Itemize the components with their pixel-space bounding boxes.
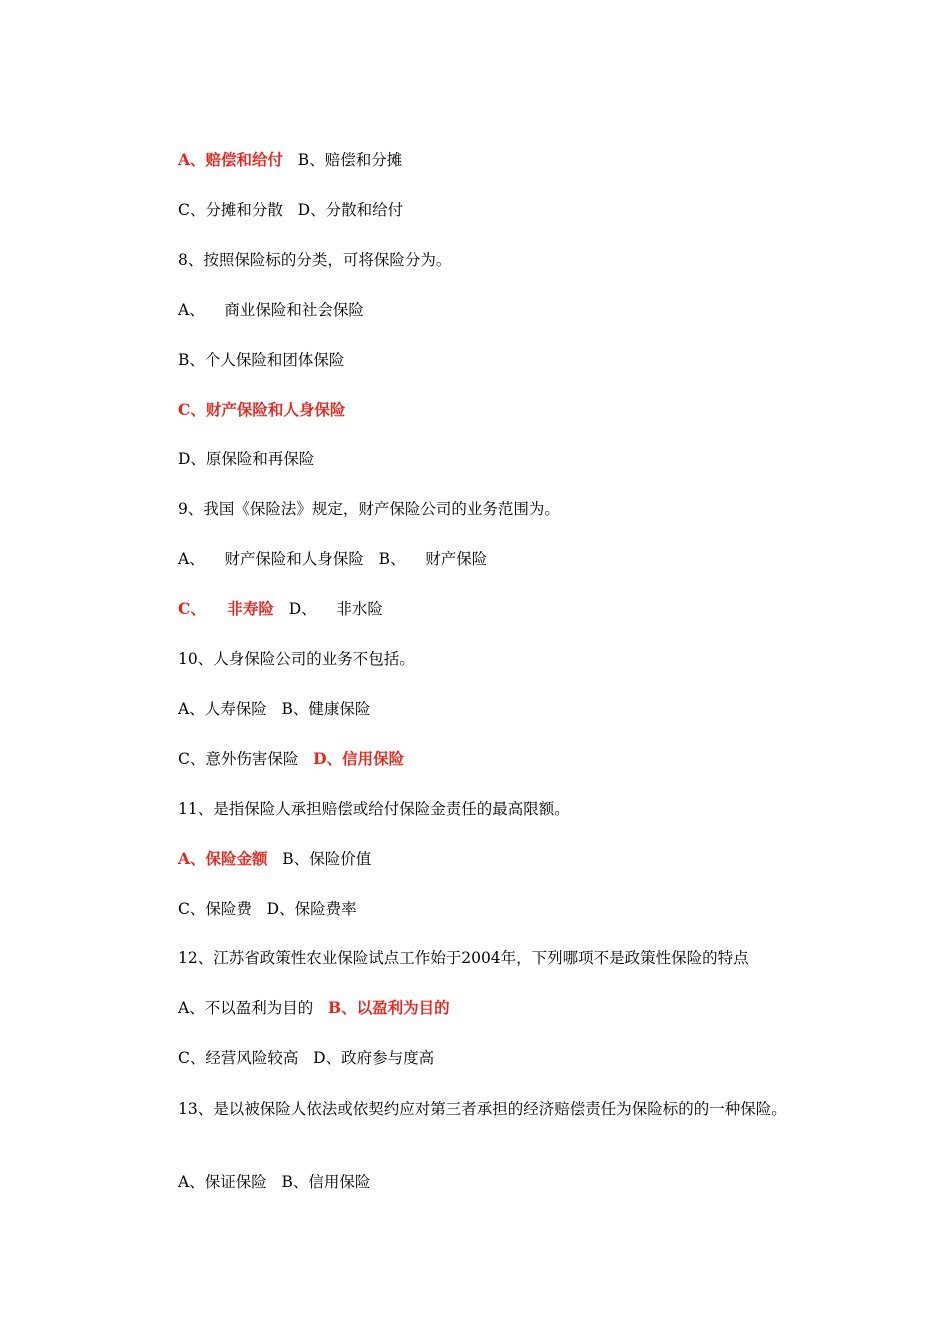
option-text: D、原保险和再保险 — [178, 450, 315, 469]
text-line — [178, 449, 818, 469]
option-text: C、经营风险较高 D、政府参与度高 — [178, 1049, 435, 1068]
option-text: 12、江苏省政策性农业保险试点工作始于2004年，下列哪项不是政策性保险的特点 — [178, 949, 749, 968]
option-text: A、不以盈利为目的 — [178, 999, 328, 1018]
answer-text: A、保险金额 — [178, 848, 268, 868]
option-text: A、 商业保险和社会保险 — [178, 300, 364, 319]
option-text: 10、人身保险公司的业务不包括。 — [178, 650, 415, 668]
text-line — [178, 350, 818, 370]
option-text: 8、按照保险标的分类，可将保险分为。 — [178, 250, 452, 269]
option-text: C、意外伤害保险 — [178, 749, 314, 768]
text-line — [178, 200, 818, 220]
text-line — [178, 899, 818, 919]
answer-text: D、信用保险 — [313, 748, 405, 768]
option-text: C、分摊和分散 D、分散和给付 — [178, 200, 404, 219]
option-text: B、保险价值 — [267, 849, 372, 868]
text-line — [178, 799, 818, 819]
text-line — [178, 998, 818, 1018]
text-line — [178, 300, 818, 320]
text-line — [178, 1048, 818, 1068]
option-text: 11、是指保险人承担赔偿或给付保险金责任的最高限额。 — [178, 799, 570, 818]
question-13-options: A、保证保险 B、信用保险 — [178, 1173, 371, 1191]
text-line — [178, 499, 818, 519]
text-line — [178, 948, 818, 968]
text-line — [178, 150, 818, 170]
text-line — [178, 400, 818, 420]
text-line — [178, 749, 818, 769]
option-text: B、赔偿和分摊 — [283, 151, 403, 169]
option-text: B、个人保险和团体保险 — [178, 350, 345, 369]
option-text: A、 财产保险和人身保险 B、 财产保险 — [178, 550, 488, 569]
option-text: A、人寿保险 B、健康保险 — [178, 699, 371, 718]
text-line — [178, 250, 818, 270]
option-text: D、 非水险 — [273, 600, 383, 619]
answer-text: C、 非寿险 — [178, 599, 274, 619]
text-line — [178, 699, 818, 719]
answer-text: B、以盈利为目的 — [327, 998, 450, 1018]
text-line — [178, 599, 818, 619]
text-line — [178, 849, 818, 869]
question-13: 13、是以被保险人依法或依契约应对第三者承担的经济赔偿责任为保险标的的一种保险。 — [178, 1100, 787, 1118]
option-text: C、保险费 D、保险费率 — [178, 899, 357, 918]
answer-text: C、财产保险和人身保险 — [178, 399, 346, 419]
text-line — [178, 549, 818, 569]
text-line — [178, 649, 818, 669]
option-text: 9、我国《保险法》规定，财产保险公司的业务范围为。 — [178, 500, 560, 519]
answer-text: A、赔偿和给付 — [178, 150, 284, 169]
